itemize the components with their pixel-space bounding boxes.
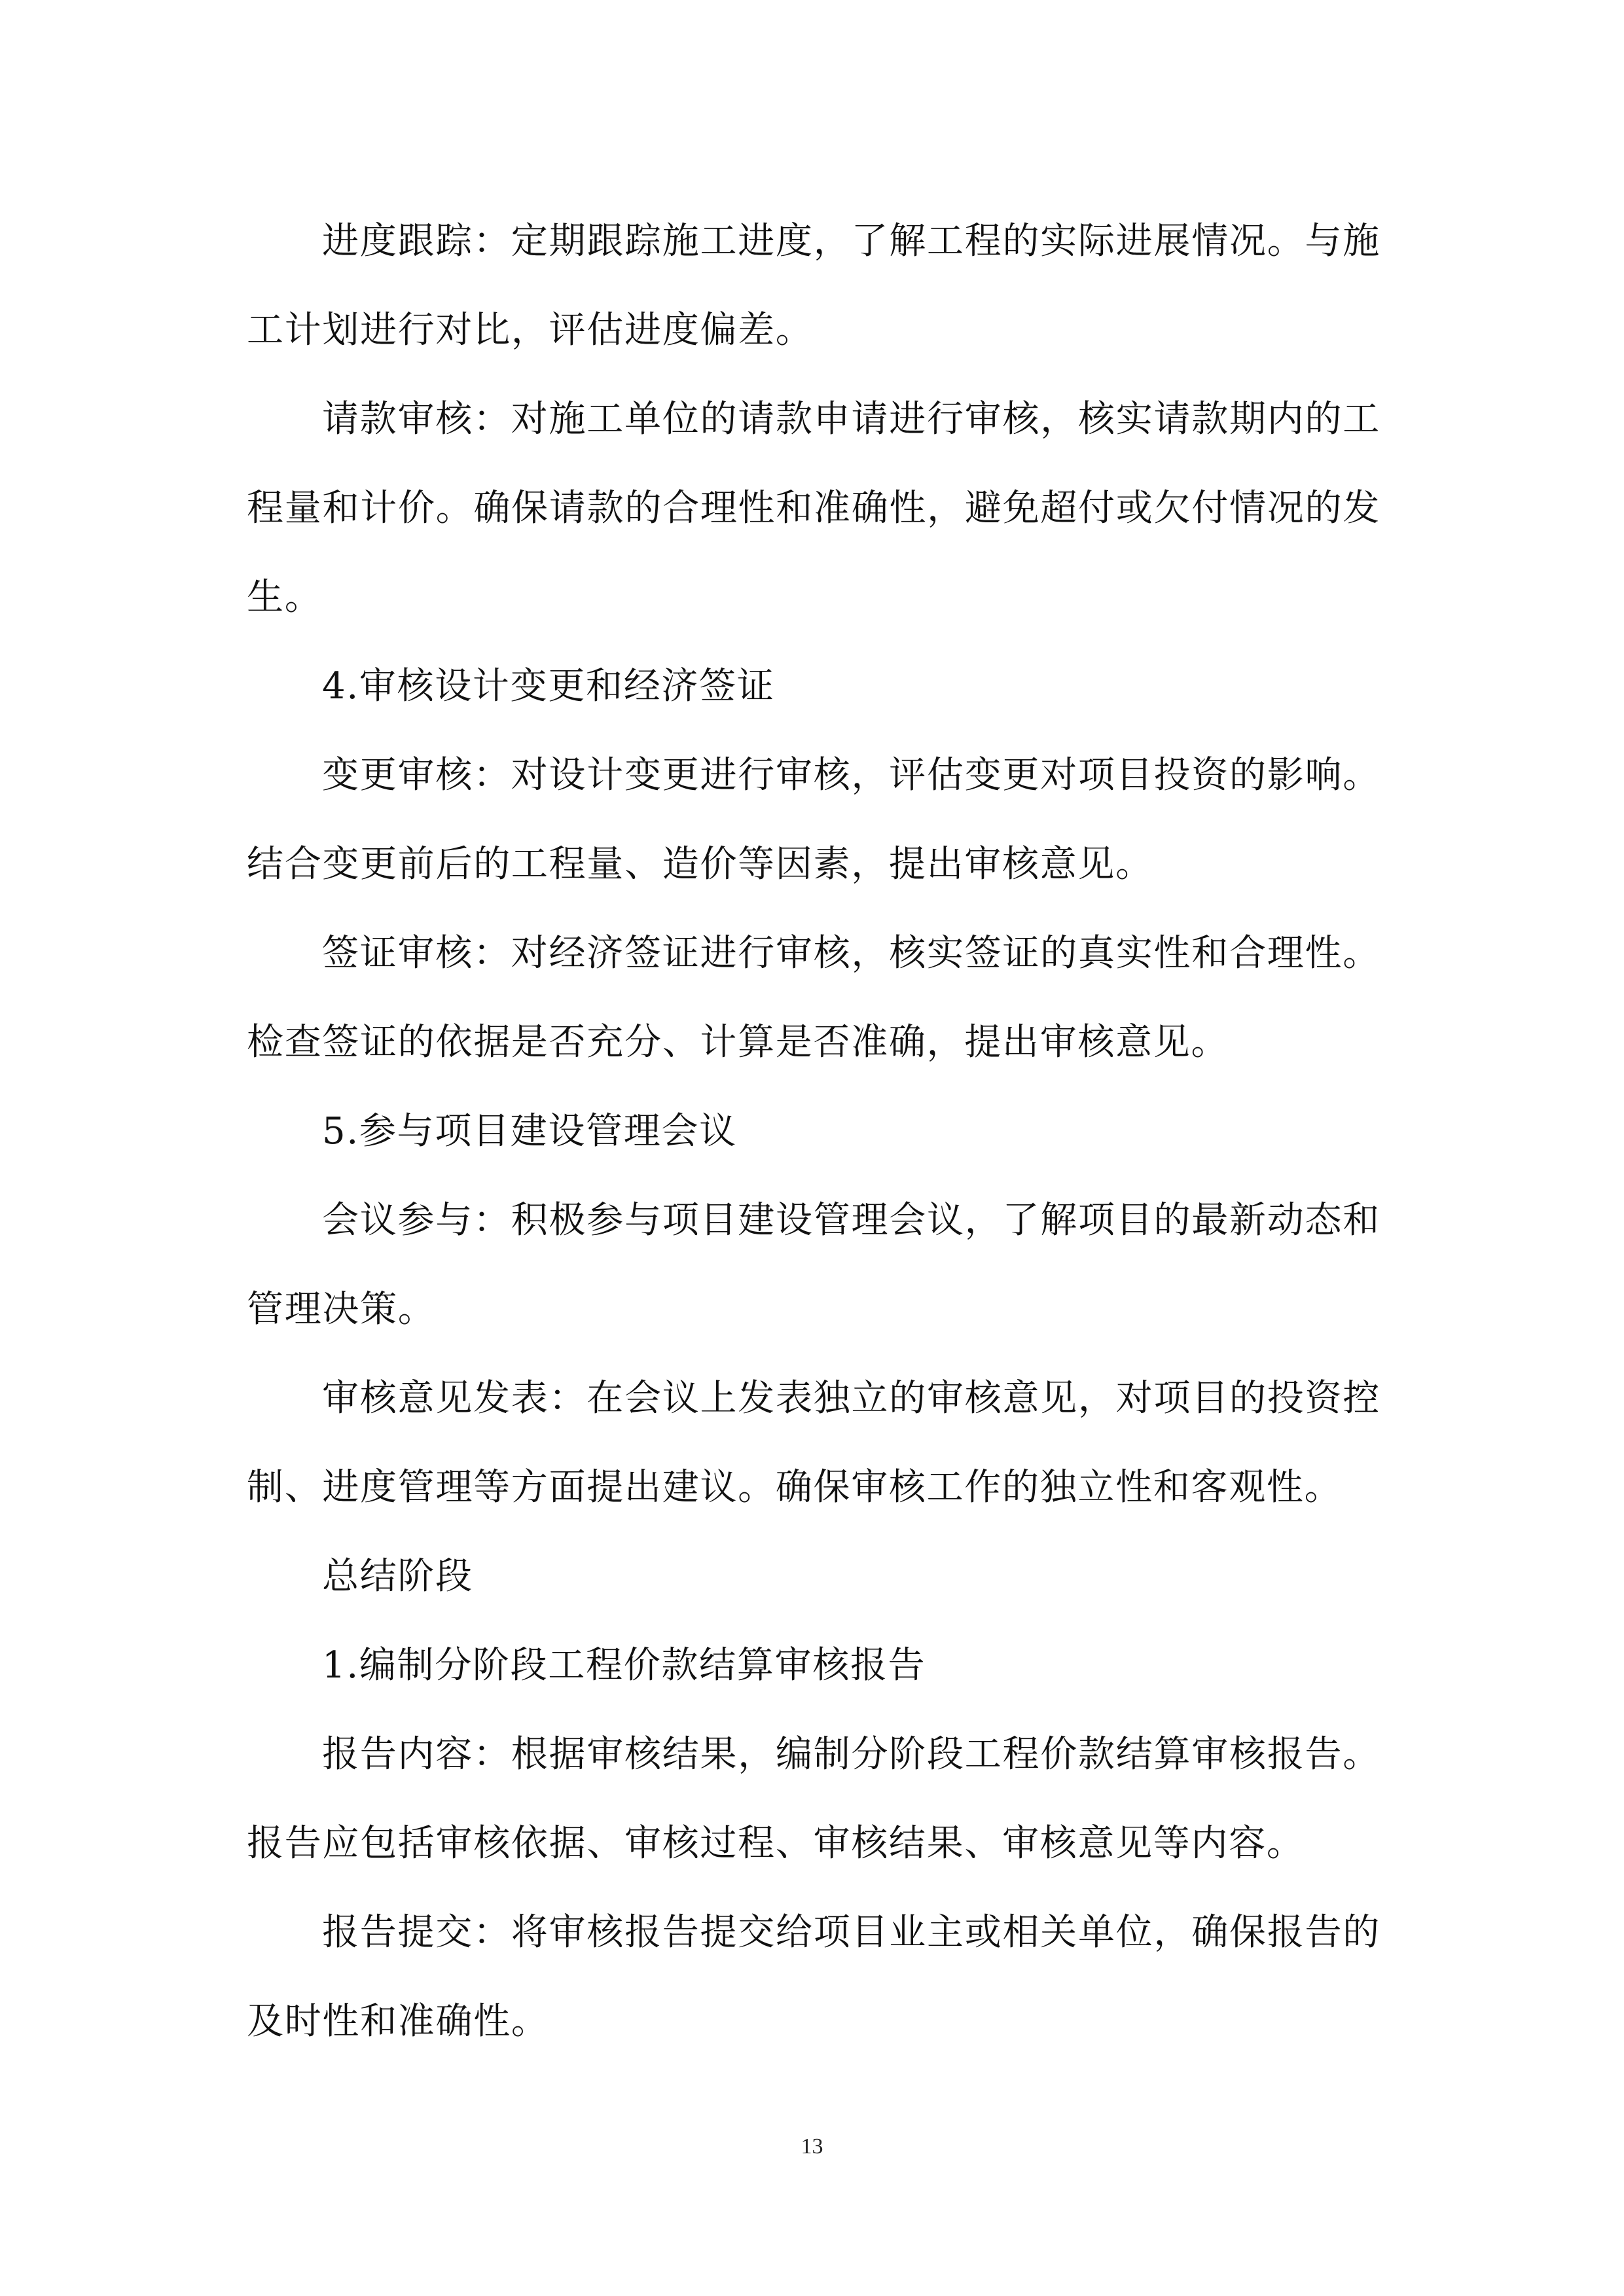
heading-design-change-review: 4.审核设计变更和经济签证 bbox=[322, 665, 775, 708]
heading-settlement-report: 1.编制分阶段工程价款结算审核报告 bbox=[322, 1644, 926, 1687]
document-body bbox=[247, 197, 1380, 2066]
paragraph-report-content: 报告内容：根据审核结果，编制分阶段工程价款结算审核报告。报告应包括审核依据、审核过程、审核结果、审核意见等内容。 bbox=[247, 1733, 1380, 1865]
paragraph-change-review: 变更审核：对设计变更进行审核，评估变更对项目投资的影响。结合变更前后的工程量、造价等因素，提出审核意见。 bbox=[247, 754, 1380, 886]
paragraph-visa-review: 签证审核：对经济签证进行审核，核实签证的真实性和合理性。检查签证的依据是否充分、计算是否准确，提出审核意见。 bbox=[247, 932, 1380, 1064]
paragraph-meeting-participation: 会议参与：积极参与项目建设管理会议，了解项目的最新动态和管理决策。 bbox=[247, 1199, 1380, 1331]
paragraph-payment-review: 请款审核：对施工单位的请款申请进行审核，核实请款期内的工程量和计价。确保请款的合理性和准确性，避免超付或欠付情况的发生。 bbox=[247, 398, 1380, 619]
page-number: 13 bbox=[801, 2134, 823, 2159]
heading-summary-stage: 总结阶段 bbox=[322, 1555, 473, 1598]
heading-management-meetings: 5.参与项目建设管理会议 bbox=[322, 1110, 737, 1153]
paragraph-review-opinion: 审核意见发表：在会议上发表独立的审核意见，对项目的投资控制、进度管理等方面提出建议。确保审核工作的独立性和客观性。 bbox=[247, 1377, 1380, 1509]
paragraph-progress-tracking: 进度跟踪：定期跟踪施工进度，了解工程的实际进展情况。与施工计划进行对比，评估进度偏差。 bbox=[247, 220, 1380, 351]
paragraph-report-submission: 报告提交：将审核报告提交给项目业主或相关单位，确保报告的及时性和准确性。 bbox=[247, 1911, 1380, 2043]
